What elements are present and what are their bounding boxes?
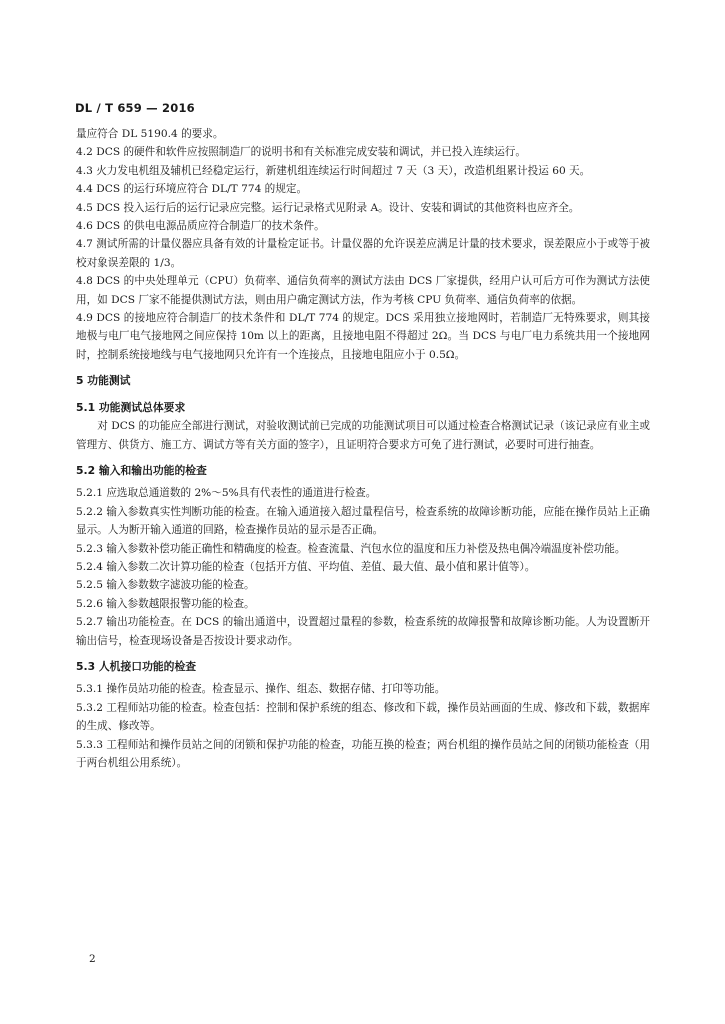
clause-4-7: 4.7 测试所需的计量仪器应具备有效的计量检定证书。计量仪器的允许误差应满足计量的技术要求，误差限应小于或等于被校对象误差限的 1/3。 xyxy=(76,238,650,269)
clause-5-2-5: 5.2.5 输入参数数字滤波功能的检查。 xyxy=(76,579,255,592)
page-number: 2 xyxy=(89,953,96,965)
clause-4-9: 4.9 DCS 的接地应符合制造厂的技术条件和 DL/T 774 的规定。DCS 采用独立接地网时，若制造厂无特殊要求，则其接地极与电厂电气接地网之间应保持 10m 以上的距离，且接地电阻不得超过 2Ω。当 DCS 与电厂电力系统共用一个接地网时，控制系统接地线与电气接地网只允许有一个连接点，且接地电阻应小于 0.5Ω。 xyxy=(76,312,650,361)
clause-5-2-1: 5.2.1 应选取总通道数的 2%～5%具有代表性的通道进行检查。 xyxy=(76,487,377,500)
clause-5-2-6: 5.2.6 输入参数越限报警功能的检查。 xyxy=(76,597,255,610)
clause-4-3: 4.3 火力发电机组及辅机已经稳定运行，新建机组连续运行时间超过 7 天（3 天），改造机组累计投运 60 天。 xyxy=(76,164,591,177)
section-5-2-heading: 5.2 输入和输出功能的检查 xyxy=(76,463,207,477)
clause-5-2-7: 5.2.7 输出功能检查。在 DCS 的输出通道中，设置超过量程的参数，检查系统的故障报警和故障诊断功能。人为设置断开输出信号，检查现场设备是否按设计要求动作。 xyxy=(76,616,650,647)
clause-5-3-2: 5.3.2 工程师站功能的检查。检查包括：控制和保护系统的组态、修改和下载，操作员站画面的生成、修改和下载，数据库的生成、修改等。 xyxy=(76,701,650,733)
clause-4-8: 4.8 DCS 的中央处理单元（CPU）负荷率、通信负荷率的测试方法由 DCS 厂家提供，经用户认可后方可作为测试方法使用，如 DCS 厂家不能提供测试方法，则由用户确定测试方法，作为考核 CPU 负荷率、通信负荷率的依据。 xyxy=(76,275,650,306)
paragraph-continuation: 量应符合 DL 5190.4 的要求。 xyxy=(76,128,224,140)
section-5-1-heading: 5.1 功能测试总体要求 xyxy=(76,400,186,414)
clause-4-2: 4.2 DCS 的硬件和软件应按照制造厂的说明书和有关标准完成安装和调试，并已投入连续运行。 xyxy=(76,146,526,159)
clause-4-6: 4.6 DCS 的供电电源品质应符合制造厂的技术条件。 xyxy=(76,220,325,233)
section-5-3-heading: 5.3 人机接口功能的检查 xyxy=(76,659,197,673)
clause-5-2-3: 5.2.3 输入参数补偿功能正确性和精确度的检查。检查流量、汽包水位的温度和压力补偿及热电偶冷端温度补偿功能。 xyxy=(76,542,626,555)
clause-4-4: 4.4 DCS 的运行环境应符合 DL/T 774 的规定。 xyxy=(76,183,308,196)
clause-5-2-4: 5.2.4 输入参数二次计算功能的检查（包括开方值、平均值、差值、最大值、最小值和累计值等）。 xyxy=(76,560,536,573)
section-5-heading: 5 功能测试 xyxy=(76,374,131,388)
document-body xyxy=(76,125,650,772)
section-5-1-text: 对 DCS 的功能应全部进行测试，对验收测试前已完成的功能测试项目可以通过检查合格测试记录（该记录应有业主或管理方、供货方、施工方、调试方等有关方面的签字），且证明符合要求方可免了进行测试，必要时可进行抽查。 xyxy=(76,420,650,451)
clause-4-5: 4.5 DCS 投入运行后的运行记录应完整。运行记录格式见附录 A。设计、安装和调试的其他资料也应齐全。 xyxy=(76,201,580,214)
standard-code-header: DL / T 659 — 2016 xyxy=(75,101,195,115)
clause-5-3-3: 5.3.3 工程师站和操作员站之间的闭锁和保护功能的检查，功能互换的检查；两台机组的操作员站之间的闭锁功能检查（用于两台机组公用系统）。 xyxy=(76,738,650,769)
clause-5-2-2: 5.2.2 输入参数真实性判断功能的检查。在输入通道接入超过量程信号，检查系统的故障诊断功能，应能在操作员站上正确显示。人为断开输入通道的回路，检查操作员站的显示是否正确。 xyxy=(76,505,650,537)
clause-5-3-1: 5.3.1 操作员站功能的检查。检查显示、操作、组态、数据存储、打印等功能。 xyxy=(76,683,446,696)
